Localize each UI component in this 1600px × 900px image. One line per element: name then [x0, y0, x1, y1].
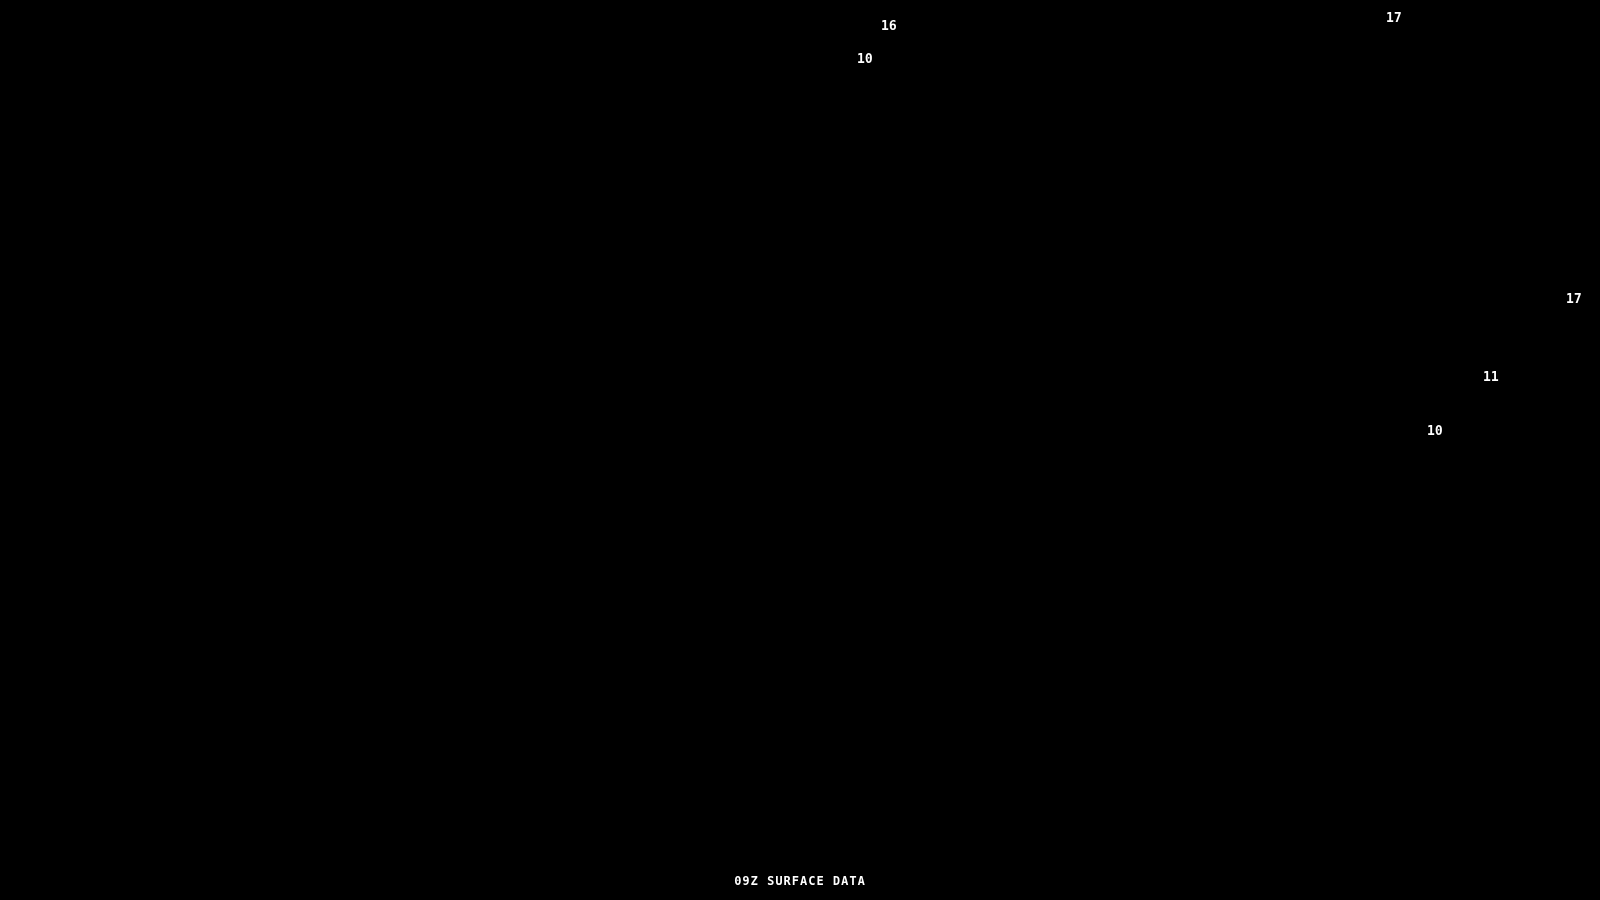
station-value-label: 16 — [881, 19, 897, 34]
station-value-label: 17 — [1386, 11, 1402, 26]
station-value-label: 10 — [1427, 424, 1443, 439]
station-value-label: 11 — [1483, 370, 1499, 385]
station-value-label: 17 — [1566, 292, 1582, 307]
station-value-label: 10 — [857, 52, 873, 67]
plot-title: 09Z SURFACE DATA — [734, 874, 866, 888]
